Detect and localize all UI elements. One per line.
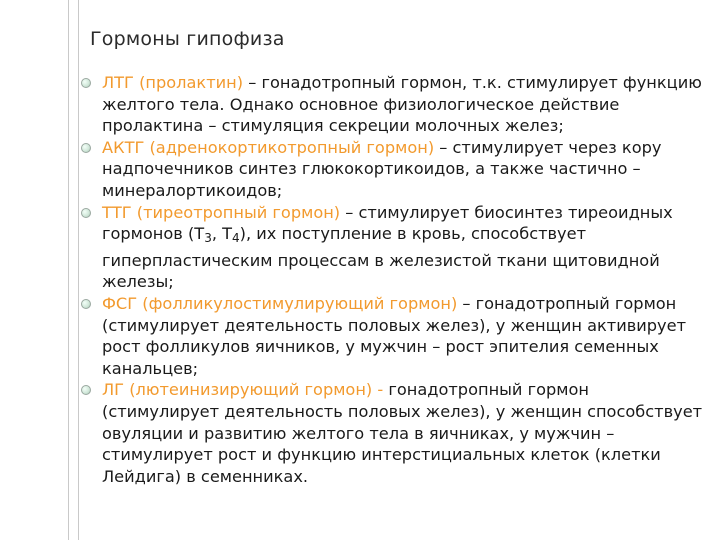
hormone-term: АКТГ (адренокортикотропный гормон) [102,137,435,157]
hormone-description-part: – стимулирует биосинтез тиреоидных гормонов (Т [102,202,673,244]
slide-title: Гормоны гипофиза [90,28,285,50]
list-item-ttg [78,202,708,293]
subscript: 4 [232,231,240,246]
hormone-description-part: ), их поступление в кровь, способствует гиперпластическим процессам в железистой ткани щитовидной железы; [102,224,660,292]
hormone-description: – гонадотропный гормон, т.к. стимулирует функцию желтого тела. Однако основное физиологическое действие пролактина – стимуляция секреции молочных желез; [102,73,702,136]
hormone-description: – гонадотропный гормон (стимулирует деятельность половых желез), у женщин активирует рост фолликулов яичников, у мужчин – рост эпителия семенных канальцев; [102,293,687,378]
hormone-description-part: , Т [211,224,233,244]
bullet-icon [81,78,91,88]
list-item-ltg [78,72,708,137]
bullet-icon [81,385,91,395]
list-item-lg [78,379,708,487]
hormone-term: ЛТГ (пролактин) [102,73,244,92]
hormone-term: ЛГ (лютеинизирующий гормон) - [102,380,384,400]
bullet-icon [81,208,91,218]
hormone-description: гонадотропный гормон (стимулирует деятельность половых желез), у женщин способствует овуляции и развитию желтого тела в яичниках, у мужчин – стимулирует рост и функцию интерстициальных клеток (клетки Лейдига) в семенниках. [102,380,703,486]
list-item-actg [78,137,708,202]
bullet-icon [81,299,91,309]
hormone-description: – стимулирует через кору надпочечников синтез глюкокортикоидов, а также частично – минералортикоидов; [102,137,662,200]
decorative-line-outer [68,0,69,540]
bullet-icon [81,143,91,153]
hormone-list [78,72,708,487]
subscript: 3 [204,231,212,246]
hormone-term: ФСГ (фолликулостимулирующий гормон) [102,293,458,313]
hormone-term: ТТГ (тиреотропный гормон) [102,202,341,222]
list-item-fsg [78,293,708,379]
